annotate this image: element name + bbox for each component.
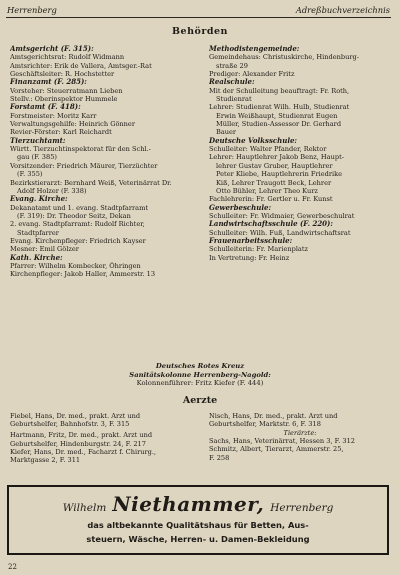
right-column (209, 45, 390, 262)
entry-heading: Methodistengemeinde: (209, 45, 300, 53)
entry-line: Vorsitzender: Friedrich Mäurer, Tierzüchter (10, 161, 158, 170)
doctor-line: Geburtshelfer, Bahnhofstr. 3, F. 315 (10, 420, 130, 429)
entry-line: 2. evang. Stadtpfarramt: Rudolf Richter, (10, 220, 145, 229)
ad-surname: Niethammer, (112, 492, 265, 516)
entry-line-continued: (F. 355) (17, 170, 43, 179)
entry-line-continued: Müller, Studien-Assessor Dr. Gerhard (216, 120, 342, 129)
entry-line: Verwaltungsgehilfe: Heinrich Gönner (10, 120, 135, 129)
ad-slogan-line-2: steuern, Wäsche, Herren- u. Damen-Bekleidung (86, 534, 310, 544)
entry-line-continued: (F. 319): Dr. Theodor Seitz, Dekan (17, 211, 131, 220)
entry-line: Württ. Tierzuchtinspektorat für den Schl.- (10, 145, 151, 154)
entry-line-continued: Stadtpfarrer (17, 228, 59, 237)
entry-heading: Forstamt (F. 418): (10, 103, 81, 112)
doctor-line: Sachs, Hans, Veterinärrat, Hessen 3, F. 312 (209, 437, 355, 446)
aerzte-title: Aerzte (182, 395, 218, 406)
entry-line: Schulleiter: Fr. Widmaier, Gewerbeschulrat (209, 211, 355, 220)
entry-heading: Evang. Kirche: (10, 195, 68, 204)
entry-line: Prediger: Alexander Fritz (209, 70, 295, 79)
section-title: Behörden (172, 26, 228, 37)
entry-line-continued: gau (F. 385) (17, 153, 57, 162)
entry-line-continued: Adolf Holzer (F. 338) (17, 186, 87, 195)
left-column (10, 45, 196, 279)
entry-line-continued: Peter Kliebe, Hauptlehrerin Friedrike (216, 170, 343, 179)
entry-line-continued: Studienrat (216, 95, 252, 104)
entry-line: Fachlehrerin: Fr. Gertler u. Fr. Kunst (209, 195, 333, 204)
entry-line: Mesner: Emil Gölzer (10, 245, 79, 254)
entry-line-continued: Bauer (216, 128, 237, 137)
entry-line: Schulleiterin: Fr. Marienplatz (209, 245, 308, 254)
header-left: Herrenberg (7, 5, 57, 15)
entry-line: In Vertretung: Fr. Heinz (209, 253, 290, 262)
doctor-line: Marktgasse 2, F. 311 (10, 456, 81, 465)
header-right: Adreßbuchverzeichnis (295, 5, 390, 15)
entry-line-continued: straße 29 (216, 61, 248, 70)
entry-heading: Gewerbeschule: (209, 203, 272, 212)
entry-line: Kirchenpfleger: Jakob Haller, Ammerstr. 13 (10, 270, 156, 279)
entry-line: Mit der Schulleitung beauftragt: Fr. Roth, (209, 86, 350, 95)
center-line: Deutsches Rotes Kreuz (155, 362, 245, 370)
doctor-line: Geburtshelfer, Marktstr. 6, F. 318 (209, 420, 321, 429)
entry-line: Stellv.: Oberinspektor Hummele (10, 95, 118, 104)
entry-heading: Kath. Kirche: (10, 253, 63, 262)
entry-line: Schulleiter: Wilh. Fuß, Landwirtschaftsrat (209, 228, 351, 237)
entry-line: Dekanatamt und 1. evang. Stadtpfarramt (10, 203, 148, 212)
entry-line-continued: Erwin Weißhaupt, Studienrat Eugen (216, 111, 338, 120)
center-line: Sanitätskolonne Herrenberg-Nagold: (129, 370, 271, 379)
ad-headline (9, 492, 387, 516)
advertisement-box (7, 485, 389, 555)
running-header (7, 4, 390, 16)
page-number: 22 (8, 563, 17, 571)
doctor-line: Schmitz, Albert, Tierarzt, Ammerstr. 25, (209, 445, 344, 454)
entry-heading: Frauenarbeitsschule: (209, 236, 293, 245)
entry-line: Schulleiter: Walter Pfander, Rektor (209, 145, 327, 154)
entry-heading: Realschule: (209, 78, 255, 87)
entry-heading: Landwirtschaftsschule (F. 220): (209, 220, 333, 229)
entry-heading: Finanzamt (F. 285): (10, 78, 87, 87)
subsection-heading: Tierärzte: (283, 428, 317, 437)
aerzte-right-column (209, 412, 391, 462)
doctor-line: Fiebel, Hans, Dr. med., prakt. Arzt und (10, 412, 141, 420)
entry-line: Bezirkstierarzt: Bernhard Weiß, Veterinärrat Dr. (10, 178, 172, 187)
entry-line: Geschäftsleiter: R. Hochstetter (10, 70, 115, 79)
entry-line-continued: Otto Bühler, Lehrer Theo Kurz (216, 186, 318, 195)
entry-line: Gemeindehaus: Christuskirche, Hindenburg- (209, 53, 359, 62)
entry-line-continued: Kiß, Lehrer Traugott Beck, Lehrer (216, 178, 332, 187)
entry-line: Pfarrer: Wilhelm Kombecker, Öhringen (10, 261, 141, 270)
doctor-line: Nisch, Hans, Dr. med., prakt. Arzt und (209, 412, 338, 420)
entry-line: Vorsteher: Steuerratmann Lieben (10, 86, 123, 95)
entry-line: Revier-Förster: Karl Reichardt (10, 128, 112, 137)
red-cross-block (0, 362, 400, 388)
ad-first-name: Wilhelm (62, 502, 107, 514)
doctor-line: Geburtshelfer, Hindenburgstr. 24, F. 217 (10, 439, 146, 448)
ad-city: Herrenberg (270, 502, 334, 514)
entry-line: Amtsgerichtsrat: Rudolf Widmann (10, 53, 125, 62)
entry-heading: Tierzuchtamt: (10, 136, 66, 145)
aerzte-left-column (10, 412, 198, 465)
entry-line: Forstmeister: Moritz Karr (10, 111, 97, 120)
entry-line: Lehrer: Studienrat Wilh. Hulb, Studienrat (209, 103, 350, 112)
entry-line-continued: lehrer Gustav Gruber, Hauptlehrer (216, 161, 333, 170)
center-line: Kolonnenführer: Fritz Kiefer (F. 444) (136, 379, 264, 388)
entry-line: Amtsrichter: Erik de Vallera, Amtsger.-Rat (10, 61, 152, 70)
doctor-line: Hartmann, Fritz, Dr. med., prakt. Arzt und (10, 431, 153, 440)
doctor-line: F. 258 (209, 453, 230, 462)
ad-slogan-line-1: das altbekannte Qualitätshaus für Betten, Aus- (87, 520, 309, 530)
header-rule (6, 17, 391, 18)
entry-heading: Deutsche Volksschule: (209, 136, 298, 145)
doctor-line: Kiefer, Hans, Dr. med., Facharzt f. Chirurg., (10, 447, 157, 456)
entry-heading: Amtsgericht (F. 315): (10, 45, 94, 53)
entry-line: Evang. Kirchenpfleger: Friedrich Kayser (10, 236, 146, 245)
entry-line: Lehrer: Hauptlehrer Jakob Benz, Haupt- (209, 153, 344, 162)
